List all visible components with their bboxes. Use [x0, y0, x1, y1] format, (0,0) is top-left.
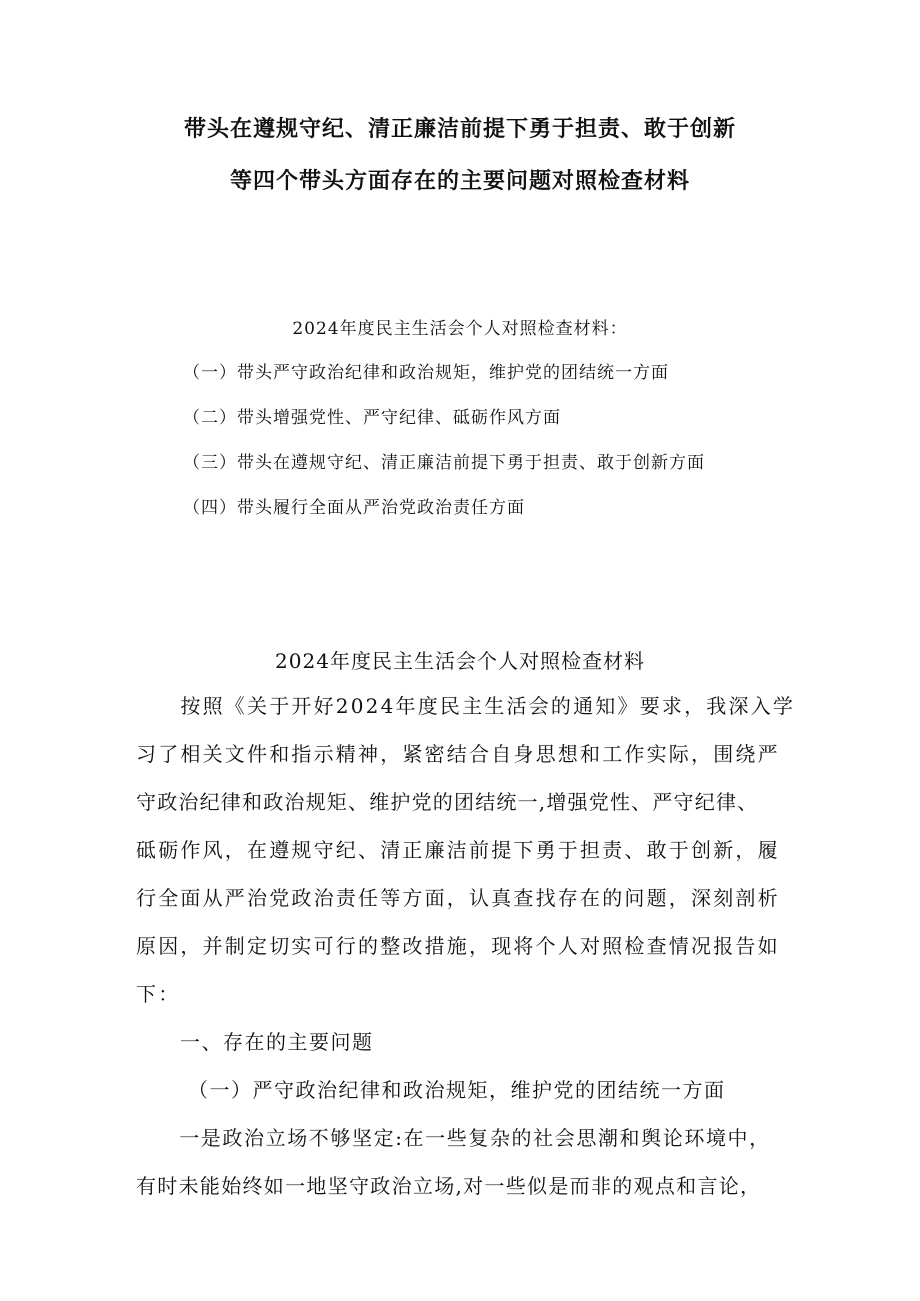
intro-paragraph-line: 砥砺作风，在遵规守纪、清正廉洁前提下勇于担责、敢于创新，履	[136, 838, 780, 862]
intro-paragraph-line: 守政治纪律和政治规矩、维护党的团结统一,增强党性、严守纪律、	[136, 790, 759, 814]
subsection-heading: （一）严守政治纪律和政治规矩，维护党的团结统一方面	[188, 1078, 726, 1102]
intro-paragraph-line: 习了相关文件和指示精神，紧密结合自身思想和工作实际，围绕严	[136, 742, 780, 766]
point-paragraph-line: 有时未能始终如一地坚守政治立场,对一些似是而非的观点和言论，	[136, 1174, 762, 1198]
intro-paragraph-line: 按照《关于开好2024年度民主生活会的通知》要求，我深入学	[136, 694, 796, 718]
intro-paragraph-line: 原因，并制定切实可行的整改措施，现将个人对照检查情况报告如	[136, 934, 780, 958]
section-heading: 一、存在的主要问题	[180, 1030, 374, 1054]
document-title-line-1: 带头在遵规守纪、清正廉洁前提下勇于担责、敢于创新	[183, 117, 736, 142]
intro-paragraph-line: 行全面从严治党政治责任等方面，认真查找存在的问题，深刻剖析	[136, 886, 780, 910]
intro-paragraph-line: 下：	[136, 982, 181, 1006]
toc-heading: 2024年度民主生活会个人对照检查材料：	[292, 319, 628, 339]
toc-item: （四）带头履行全面从严治党政治责任方面	[183, 498, 525, 518]
document-title-line-2: 等四个带头方面存在的主要问题对照检查材料	[229, 169, 690, 194]
toc-item: （二）带头增强党性、严守纪律、砥砺作风方面	[183, 408, 561, 428]
point-paragraph-line: 一是政治立场不够坚定:在一些复杂的社会思潮和舆论环境中，	[136, 1126, 771, 1150]
toc-item: （一）带头严守政治纪律和政治规矩，维护党的团结统一方面	[183, 363, 669, 383]
toc-item: （三）带头在遵规守纪、清正廉洁前提下勇于担责、敢于创新方面	[183, 453, 705, 473]
body-title: 2024年度民主生活会个人对照检查材料	[275, 649, 645, 673]
